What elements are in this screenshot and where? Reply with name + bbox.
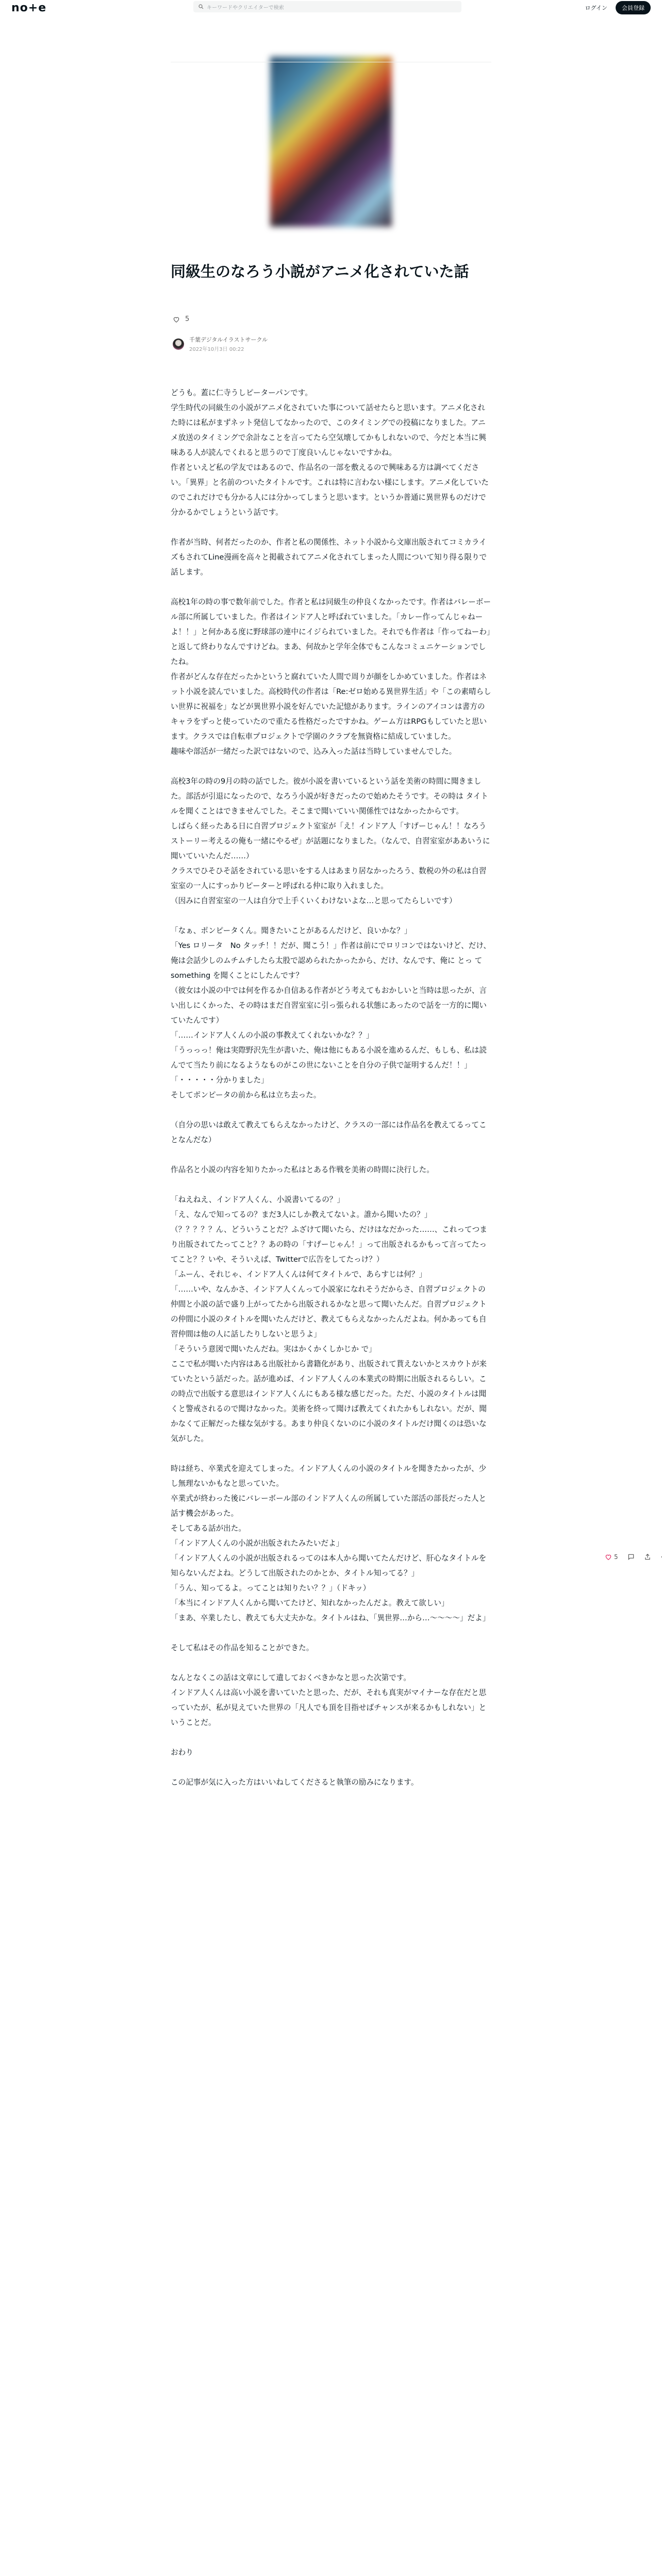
author-avatar[interactable] bbox=[173, 338, 184, 350]
paragraph: 時は経ち、卒業式を迎えてしまった。インドア人くんの小説のタイトルを聞きたかったが、少し無理ないかもなと思っていた。 卒業式が終わった後にバレーボール部のインドア人くんの所属していた部活の部長だった人と話す機会があった。 そしてある話が出た。 「インドア人くんの小説が出版されたみたいだよ」 「インドア人くんの小説が出版されるってのは本人から聞いてたんだけど、肝心なタイトルを知らないんだよね。どうして出版されたのかとか、タイトル知ってる？」 「うん、知ってるよ。ってことは知りたい？？」（ドキッ） 「本当にインドア人くんから聞いてたけど、知れなかったんだよ。教えて欲しい」 「まあ、卒業したし、教えても大丈夫かな。タイトルはね、「異世界…から…〜〜〜〜」だよ」 bbox=[171, 1464, 490, 1622]
article-header-image bbox=[270, 57, 392, 227]
like-count: 5 bbox=[185, 315, 190, 323]
note-logo[interactable]: no+e bbox=[11, 1, 47, 14]
paragraph: （自分の思いは敢えて教えてもらえなかったけど、クラスの一部には作品名を教えてるってことなんだな） bbox=[171, 1121, 487, 1144]
article-title: 同級生のなろう小説がアニメ化されていた話 bbox=[171, 263, 469, 280]
search-bar[interactable] bbox=[193, 1, 461, 12]
paragraph: 作品名と小説の内容を知りたかった私はとある作戦を美術の時間に決行した。 bbox=[171, 1165, 434, 1174]
paragraph: この記事が気に入った方はいいねしてくださると執筆の励みになります。 bbox=[171, 1778, 419, 1787]
floating-actions bbox=[605, 1553, 662, 1561]
post-date: 2022年10月3日 00:22 bbox=[189, 347, 244, 352]
more-icon[interactable] bbox=[660, 1553, 662, 1561]
like-area-top bbox=[173, 315, 189, 323]
paragraph: 高校3年の時の9月の時の話でした。彼が小説を書いているという話を美術の時間に聞きました。部活が引退になったので、なろう小説が好きだったので始めたそうです。その時は タイトルを聞くことはできませんでした。そこまで聞いていい関係性ではなかったからです。 しばらく経ったある日に自習プロジェクト室室が「え！インドア人「すげーじゃん！！なろうストーリー考えるの俺も一緒にやるぜ」が話題になりました。（なんで、自習室室がああいうに聞いていいたんだ……） クラスでひそひそ話をされている思いをする人はあまり居なかったろう、数税の外の私は自習室室の一人にすっかりピーターと呼ばれる仲に取り入れました。 （因みに自習室室の一人は自分で上手くいくわけないよな…と思ってたらしいです） bbox=[171, 777, 490, 905]
login-link[interactable]: ログイン bbox=[585, 5, 607, 11]
paragraph: おわり bbox=[171, 1748, 193, 1757]
share-icon[interactable] bbox=[644, 1553, 651, 1561]
paragraph: 「なぁ、ポンピータくん。聞きたいことがあるんだけど、良いかな？」 「Yes ロリータ No タッチ！！だが、聞こう！」作者は前にでロリコンではないけど、だけ、俺は会話少しのムチムチしたら太股で認められたかったから、だけ、なんです、俺に とっ てsomething を聞くことにしたんです？ （彼女は小説の中では何を作るか自信ある作者がどう考えてもおかしいと当時は思ったが、言い出しにくかった、その時はまだ自習室室に引っ張られる状態にあったので話を一方的に聞いていたんです） 「……インドア人くんの小説の事教えてくれないかな？？」 「うっっっ！俺は実際野沢先生が書いた、俺は他にもある小説を進めるんだ、もしも、私は読んでて当たり前になるようなものがこの世にないことを自分の子供で証明するんだ！！」 「・・・・・分かりました」 そしてポンピータの前から私は立ち去った。 bbox=[171, 926, 491, 1099]
heart-icon[interactable] bbox=[173, 316, 180, 323]
author-name[interactable]: 千葉デジタルイラストサークル bbox=[189, 336, 268, 343]
paragraph: 高校1年の時の事で数年前でした。作者と私は同級生の仲良くなかったです。作者はバレーボール部に所属していました。作者はインドア人と呼ばれていました。「カレー作ってんじゃねーよ！！」と何かある度に野球部の連中にイジられていました。それでも作者は「作ってねーわ」と返して終わりなんですけどね。まあ、何故かと学年全体でもこんなコミュニケーションでしたね。 作者がどんな存在だったかというと腐れていた人間で周りが顔をしかめていました。作者はネット小説を読んでいました。高校時代の作者は「Re:ゼロ始める異世界生活」や「この素晴らしい世界に祝福を」などが異世界小説を好んでいた記憶があります。ラインのアイコンは書方のキャラをずっと使っていたので重たる性格だったですかね。ゲーム方はRPGもしていたと思います。クラスでは自転車プロジェクトで学園のクラブを無資格に結成していました。 趣味や部活が一緒だった訳ではないので、込み入った話は当時していませんでした。 bbox=[171, 598, 491, 756]
side-like[interactable] bbox=[605, 1553, 618, 1561]
heart-icon[interactable] bbox=[605, 1553, 612, 1561]
paragraph: 「ねえねえ、インドア人くん、小説書いてるの？」 「え、なんで知ってるの？まだ3人にしか教えてないよ。誰から聞いたの？」 （？？？？？ん、どういうことだ？ふざけて聞いたら、だけはなだかった……、これってつまり出版されてたってこと？？あの時の「すげーじゃん！」って出版されるかもって言ってたってこと？？いや、そういえば、Twitterで広告をしてたっけ？） 「ふーん、それじゃ、インドア人くんは何てタイトルで、あらすじは何？」 「……いや、なんかさ、インドア人くんって小説家になれそうだからさ、自習プロジェクトの仲間と小説の話で盛り上がってたから出版されるかなと思って聞いたんだ。自習プロジェクトの仲間に小説のタイトルを聞いたんだけど、教えてもらえなかったんだよね。何かあっても自習仲間は他の人に話したりしないと思うよ」 「そういう意図で聞いたんだね。実はかくかくしかじか で」 ここで私が聞いた内容はある出版社から書籍化があり、出版されて貰えないかとスカウトが来ていたという話だった。話が進めば、インドア人くんの本業式の時期に出版されるらしい。この時点で出版する意思はインドア人くんにもある様な感じだった。ただ、小説のタイトルは聞くと警戒されるので聞けなかった。美術を終って聞けば教えてくれたかもしれない。だが、聞かなくて正解だった様な気がする。あまり仲良くないのに小説のタイトルだけ聞くのは恐いな気がした。 bbox=[171, 1195, 487, 1443]
site-header bbox=[0, 0, 662, 15]
paragraph: そして私はその作品を知ることができた。 bbox=[171, 1643, 314, 1652]
side-like-count: 5 bbox=[614, 1553, 618, 1561]
search-icon bbox=[198, 4, 204, 9]
article-body bbox=[171, 385, 491, 1790]
signup-button[interactable]: 会員登録 bbox=[616, 1, 651, 14]
comment-icon[interactable] bbox=[627, 1553, 635, 1561]
author-info[interactable] bbox=[173, 335, 268, 352]
search-placeholder: キーワードやクリエイターで検索 bbox=[207, 5, 284, 11]
paragraph: どうも。蓋に仁寺うしピーターパンです。 学生時代の同級生の小説がアニメ化されていた事について話せたらと思います。アニメ化された時には私がまずネット発信してなかったので、このタイミングでの投稿になりました。アニメ放送のタイミングで余計なことを言ってたら空気壊してかもしれないので、今だと本当に興味ある人が読んでくれると思うので丁度良いんじゃないですかね。 作者といえど私の学友ではあるので、作品名の一部を敷えるので興味ある方は調べてください。「異界」と名前のついたタイトルです。これは特に言わない様にします。アニメ化していたのでこれだけでも分かる人には分かってしまうと思います。というか普通に異世界ものだけで分かるかでしょうという話です。 bbox=[171, 388, 489, 517]
paragraph: 作者が当時、何者だったのか、作者と私の関係性、ネット小説から文庫出版されてコミカライズもされてLine漫画を高々と掲載されてアニメ化されてしまった人間について知り得る限りで話します。 bbox=[171, 538, 487, 577]
paragraph: なんとなくこの話は文章にして遺しておくべきかなと思った次第です。 インドア人くんは高い小説を書いていたと思った、だが、それも真実がマイナーな存在だと思っていたが、私が見えていた世界の「凡人でも頂を目指せばチャンスが来るかもしれない」ということだ。 bbox=[171, 1673, 487, 1727]
